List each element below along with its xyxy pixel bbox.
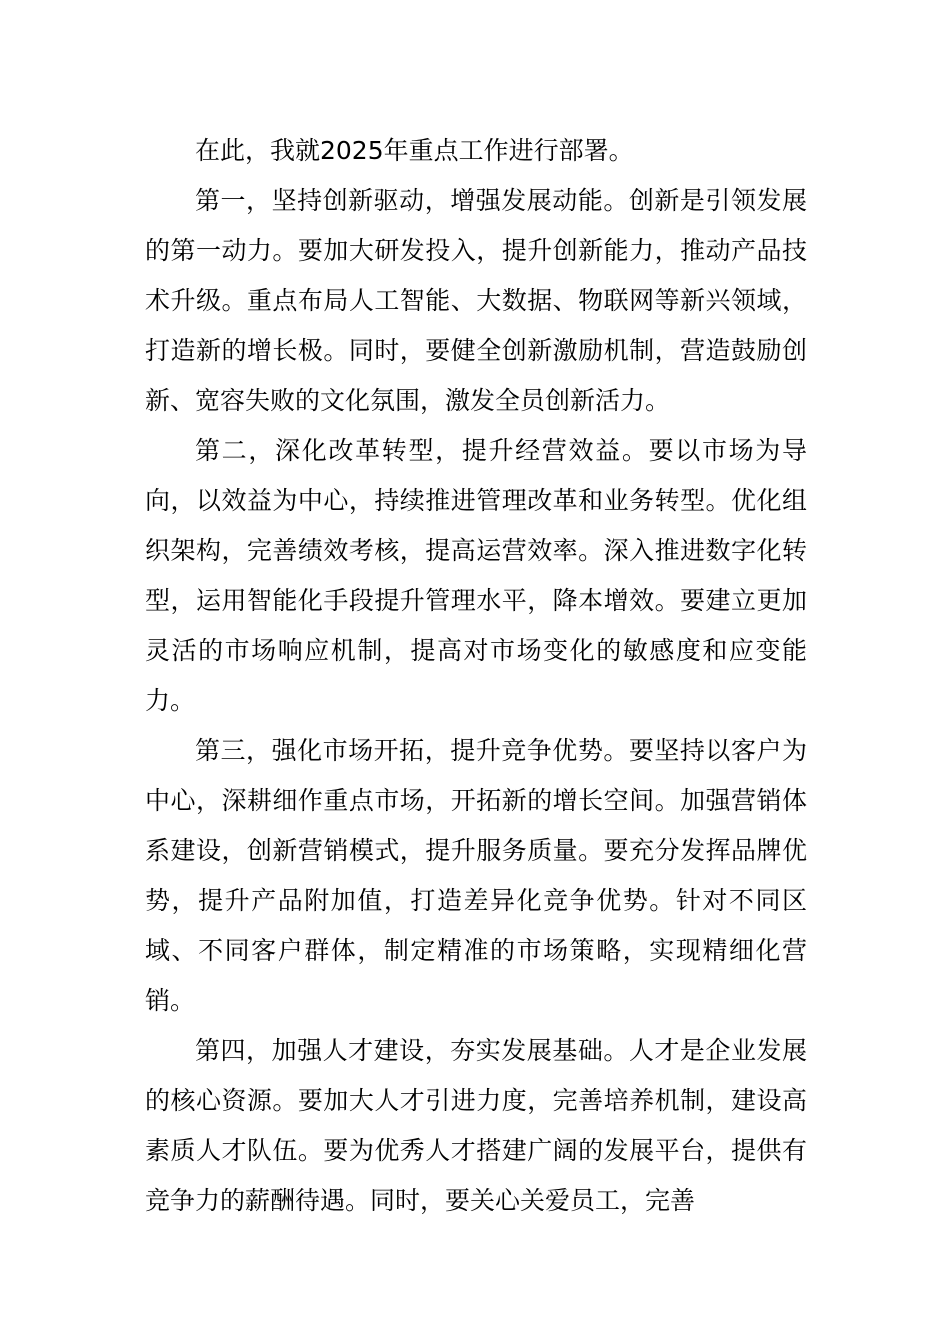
paragraph-first: 第一，坚持创新驱动，增强发展动能。创新是引领发展的第一动力。要加大研发投入，提升创新能力，推动产品技术升级。重点布局人工智能、大数据、物联网等新兴领域，打造新的增长极。同时，要健全创新激励机制，营造鼓励创新、宽容失败的文化氛围，激发全员创新活力。 bbox=[145, 186, 807, 415]
paragraph-intro: 在此，我就2025年重点工作进行部署。 bbox=[195, 136, 634, 165]
paragraph-second: 第二，深化改革转型，提升经营效益。要以市场为导向，以效益为中心，持续推进管理改革和业务转型。优化组织架构，完善绩效考核，提高运营效率。深入推进数字化转型，运用智能化手段提升管理水平，降本增效。要建立更加灵活的市场响应机制，提高对市场变化的敏感度和应变能力。 bbox=[145, 436, 807, 715]
paragraph-third: 第三，强化市场开拓，提升竞争优势。要坚持以客户为中心，深耕细作重点市场，开拓新的增长空间。加强营销体系建设，创新营销模式，提升服务质量。要充分发挥品牌优势，提升产品附加值，打造差异化竞争优势。针对不同区域、不同客户群体，制定精准的市场策略，实现精细化营销。 bbox=[145, 736, 807, 1015]
paragraph-fourth: 第四，加强人才建设，夯实发展基础。人才是企业发展的核心资源。要加大人才引进力度，完善培养机制，建设高素质人才队伍。要为优秀人才搭建广阔的发展平台，提供有竞争力的薪酬待遇。同时，要关心关爱员工，完善 bbox=[145, 1036, 807, 1215]
document-body bbox=[145, 126, 807, 1226]
